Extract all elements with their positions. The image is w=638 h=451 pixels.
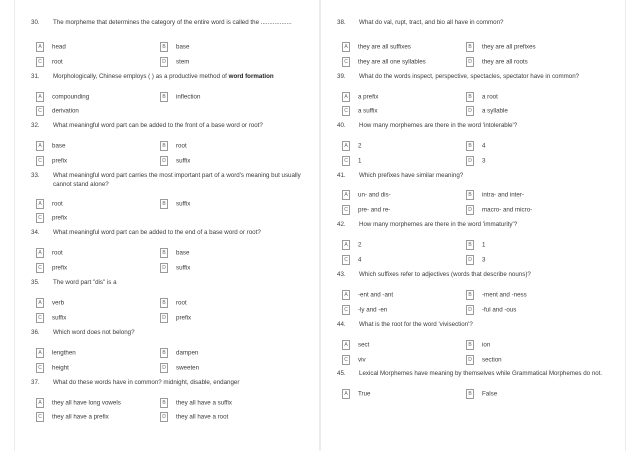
question-text: The word part "dis" is a [53,279,117,286]
question-40 [337,122,619,131]
option-letter-box[interactable]: B [466,92,474,102]
answer-option[interactable] [160,92,200,102]
answer-option[interactable] [466,355,502,365]
question-43 [337,271,619,280]
question-text: Which prefixes have similar meaning? [359,172,464,179]
answer-option[interactable] [466,106,508,116]
question-text: Lexical Morphemes have meaning by themselves while Grammatical Morphemes do not. [359,370,603,377]
answer-option[interactable] [36,106,79,116]
answer-option[interactable] [466,240,485,250]
question-number: 44. [337,321,346,328]
question-text: What meaningful word part can be added to the front of a base word or root? [53,122,263,129]
option-letter-box[interactable]: A [36,199,44,209]
option-text: a root [482,93,498,101]
option-text: prefix [52,214,68,222]
option-letter-box[interactable]: C [342,106,350,116]
option-text: un- and dis- [358,191,391,199]
option-letter-box[interactable]: D [160,363,168,373]
option-text: True [358,390,371,398]
answer-option[interactable] [160,42,189,52]
option-letter-box[interactable]: B [466,190,474,200]
question-number: 37. [31,379,40,386]
option-text: a suffix [358,107,378,115]
answer-option[interactable] [160,263,190,273]
question-number: 30. [31,19,40,26]
answer-option[interactable] [342,389,371,399]
option-text: root [176,142,187,150]
option-text: prefix [52,157,68,165]
option-letter-box[interactable]: C [36,313,44,323]
option-text: a syllable [482,107,508,115]
question-45 [337,370,619,379]
option-text: -ly and -en [358,306,388,314]
option-text: they are all suffixes [358,43,411,51]
question-37 [31,379,313,388]
answer-option[interactable] [466,255,485,265]
right-column [320,0,626,451]
answer-option[interactable] [342,355,366,365]
answer-option[interactable] [466,92,498,102]
answer-option[interactable] [160,348,198,358]
question-number: 33. [31,172,40,179]
option-letter-box[interactable]: B [466,389,474,399]
answer-option[interactable] [342,156,361,166]
option-text: lengthen [52,349,76,357]
answer-option[interactable] [160,298,187,308]
question-number: 40. [337,122,346,129]
option-letter-box[interactable]: D [160,263,168,273]
answer-option[interactable] [36,363,69,373]
option-text: base [52,142,66,150]
answer-option[interactable] [342,305,387,315]
answer-option[interactable] [342,141,361,151]
option-text: dampen [176,349,199,357]
option-letter-box[interactable]: A [36,92,44,102]
answer-option[interactable] [466,389,497,399]
question-35 [31,279,313,288]
option-letter-box[interactable]: A [342,42,350,52]
answer-option[interactable] [36,42,66,52]
answer-option[interactable] [36,199,63,209]
option-letter-box[interactable]: B [160,398,168,408]
option-text: prefix [176,314,192,322]
option-text: -ful and -ous [482,306,517,314]
option-letter-box[interactable]: D [466,106,474,116]
option-letter-box[interactable]: C [36,412,44,422]
option-text: height [52,364,69,372]
option-letter-box[interactable]: C [342,305,350,315]
option-text: section [482,356,502,364]
question-31 [31,73,313,82]
option-letter-box[interactable]: A [342,389,350,399]
option-letter-box[interactable]: A [36,298,44,308]
question-30 [31,19,313,28]
option-text: base [176,43,190,51]
option-text: derivation [52,107,79,115]
answer-option[interactable] [466,305,516,315]
option-letter-box[interactable]: A [342,190,350,200]
option-letter-box[interactable]: D [466,205,474,215]
option-text: root [52,58,63,66]
answer-option[interactable] [342,340,369,350]
answer-option[interactable] [160,412,228,422]
option-text: root [176,299,187,307]
option-letter-box[interactable]: D [160,57,168,67]
question-number: 42. [337,221,346,228]
option-text: root [52,200,63,208]
answer-option[interactable] [160,248,189,258]
option-text: -ment and -ness [482,291,527,299]
option-text: macro- and micro- [482,206,533,214]
option-letter-box[interactable]: B [466,240,474,250]
option-text: sect [358,341,370,349]
option-letter-box[interactable]: B [466,42,474,52]
option-letter-box[interactable]: B [160,92,168,102]
option-letter-box[interactable]: C [342,355,350,365]
option-text: 2 [358,241,362,249]
answer-option[interactable] [160,199,190,209]
question-number: 39. [337,73,346,80]
answer-option[interactable] [160,141,187,151]
option-text: root [52,249,63,257]
option-text: 4 [482,142,486,150]
question-33 [31,172,313,189]
question-number: 32. [31,122,40,129]
option-text: viv [358,356,366,364]
answer-option[interactable] [160,156,190,166]
option-text: base [176,249,190,257]
question-text: What meaningful word part can be added to the end of a base word or root? [53,229,261,236]
answer-option[interactable] [342,205,390,215]
question-text: How many morphemes are there in the word 'immaturity'? [359,221,518,228]
option-letter-box[interactable]: D [466,255,474,265]
question-text: What is the root for the word 'vivisection'? [359,321,473,328]
option-letter-box[interactable]: C [36,57,44,67]
option-text: ion [482,341,491,349]
option-letter-box[interactable]: B [466,340,474,350]
option-text: 3 [482,157,486,165]
question-number: 31. [31,73,40,80]
option-letter-box[interactable]: A [36,42,44,52]
option-letter-box[interactable]: D [466,156,474,166]
question-text: Which word does not belong? [53,329,135,336]
option-text: head [52,43,66,51]
question-number: 45. [337,370,346,377]
option-letter-box[interactable]: B [160,141,168,151]
option-text: suffix [176,200,191,208]
answer-option[interactable] [466,141,485,151]
answer-option[interactable] [160,363,199,373]
option-text: they are all one syllables [358,58,426,66]
question-text: What do the words inspect, perspective, spectacles, spectator have in common? [359,73,580,80]
question-text [53,73,313,82]
answer-option[interactable] [342,42,411,52]
option-letter-box[interactable]: D [466,355,474,365]
option-letter-box[interactable]: A [342,340,350,350]
answer-option[interactable] [466,42,536,52]
answer-option[interactable] [160,398,232,408]
option-text: prefix [52,264,68,272]
answer-option[interactable] [36,57,63,67]
answer-option[interactable] [466,340,490,350]
option-letter-box[interactable]: D [160,313,168,323]
option-letter-box[interactable]: A [342,92,350,102]
option-letter-box[interactable]: A [36,141,44,151]
option-letter-box[interactable]: B [160,42,168,52]
answer-option[interactable] [342,290,393,300]
option-letter-box[interactable]: A [342,141,350,151]
question-39 [337,73,619,82]
question-41 [337,172,619,181]
answer-option[interactable] [466,290,527,300]
question-text: What do val, rupt, tract, and bio all have in common? [359,19,504,26]
answer-option[interactable] [342,92,378,102]
question-text-part: Morphologically, Chinese employs ( ) as a productive method of [53,73,229,80]
answer-option[interactable] [466,156,485,166]
question-text: How many morphemes are there in the word 'intolerable'? [359,122,518,129]
answer-option[interactable] [466,190,524,200]
option-text: -ent and -ant [358,291,394,299]
answer-option[interactable] [36,298,64,308]
option-text: compounding [52,93,90,101]
option-letter-box[interactable]: A [342,290,350,300]
answer-option[interactable] [36,248,63,258]
question-text: The morpheme that determines the category of the entire word is called the .................. [53,19,292,26]
question-number: 36. [31,329,40,336]
answer-option[interactable] [36,213,67,223]
option-text: 1 [482,241,486,249]
answer-option[interactable] [36,412,109,422]
option-text: intra- and inter- [482,191,524,199]
answer-option[interactable] [36,141,65,151]
option-letter-box[interactable]: C [36,106,44,116]
option-text: suffix [52,314,67,322]
option-letter-box[interactable]: B [160,348,168,358]
option-letter-box[interactable]: C [36,213,44,223]
option-text: sweeten [176,364,200,372]
answer-option[interactable] [36,156,67,166]
question-number: 34. [31,229,40,236]
answer-option[interactable] [160,313,191,323]
option-letter-box[interactable]: A [342,240,350,250]
question-number: 35. [31,279,40,286]
option-text: they all have a prefix [52,413,109,421]
option-text: pre- and re- [358,206,391,214]
option-text: a prefix [358,93,379,101]
option-text: they all have long vowels [52,399,121,407]
option-letter-box[interactable]: B [466,141,474,151]
answer-option[interactable] [36,263,67,273]
answer-option[interactable] [342,240,361,250]
option-letter-box[interactable]: B [160,199,168,209]
option-letter-box[interactable]: A [36,398,44,408]
option-text: they all have a root [176,413,229,421]
question-text: What meaningful word part carries the most important part of a word's meaning but usually cannot stand alone? [53,172,301,188]
option-text: 1 [358,157,362,165]
answer-option[interactable] [36,348,76,358]
option-text: 2 [358,142,362,150]
option-text: inflection [176,93,201,101]
option-letter-box[interactable]: D [160,412,168,422]
answer-option[interactable] [466,205,532,215]
option-letter-box[interactable]: D [466,57,474,67]
option-letter-box[interactable]: C [342,205,350,215]
option-text: they are all prefixes [482,43,536,51]
answer-option[interactable] [36,92,89,102]
option-text: verb [52,299,65,307]
option-letter-box[interactable]: C [36,156,44,166]
option-letter-box[interactable]: C [342,57,350,67]
option-text: 4 [358,256,362,264]
question-36 [31,329,313,338]
option-text: 3 [482,256,486,264]
option-letter-box[interactable]: D [160,156,168,166]
question-32 [31,122,313,131]
question-number: 38. [337,19,346,26]
question-34 [31,229,313,238]
question-44 [337,321,619,330]
option-letter-box[interactable]: C [342,255,350,265]
answer-option[interactable] [36,398,121,408]
answer-option[interactable] [36,313,66,323]
answer-option[interactable] [342,190,391,200]
option-text: suffix [176,157,191,165]
option-letter-box[interactable]: B [466,290,474,300]
answer-option[interactable] [342,57,426,67]
option-text: False [482,390,498,398]
answer-option[interactable] [466,57,528,67]
option-text: they are all roots [482,58,528,66]
option-letter-box[interactable]: B [160,298,168,308]
option-letter-box[interactable]: C [342,156,350,166]
question-38 [337,19,619,28]
option-letter-box[interactable]: A [36,348,44,358]
option-letter-box[interactable]: A [36,248,44,258]
question-text: Which suffixes refer to adjectives (words that describe nouns)? [359,271,531,278]
option-letter-box[interactable]: C [36,363,44,373]
question-42 [337,221,619,230]
option-text: stem [176,58,190,66]
option-letter-box[interactable]: C [36,263,44,273]
option-text: suffix [176,264,191,272]
question-text: What do these words have in common? midnight, disable, endanger [53,379,240,386]
answer-option[interactable] [342,106,378,116]
answer-option[interactable] [160,57,189,67]
question-text-bold: word formation [228,73,274,80]
option-letter-box[interactable]: D [466,305,474,315]
option-letter-box[interactable]: B [160,248,168,258]
left-column [14,0,320,451]
question-number: 43. [337,271,346,278]
question-number: 41. [337,172,346,179]
answer-option[interactable] [342,255,361,265]
option-text: they all have a suffix [176,399,232,407]
